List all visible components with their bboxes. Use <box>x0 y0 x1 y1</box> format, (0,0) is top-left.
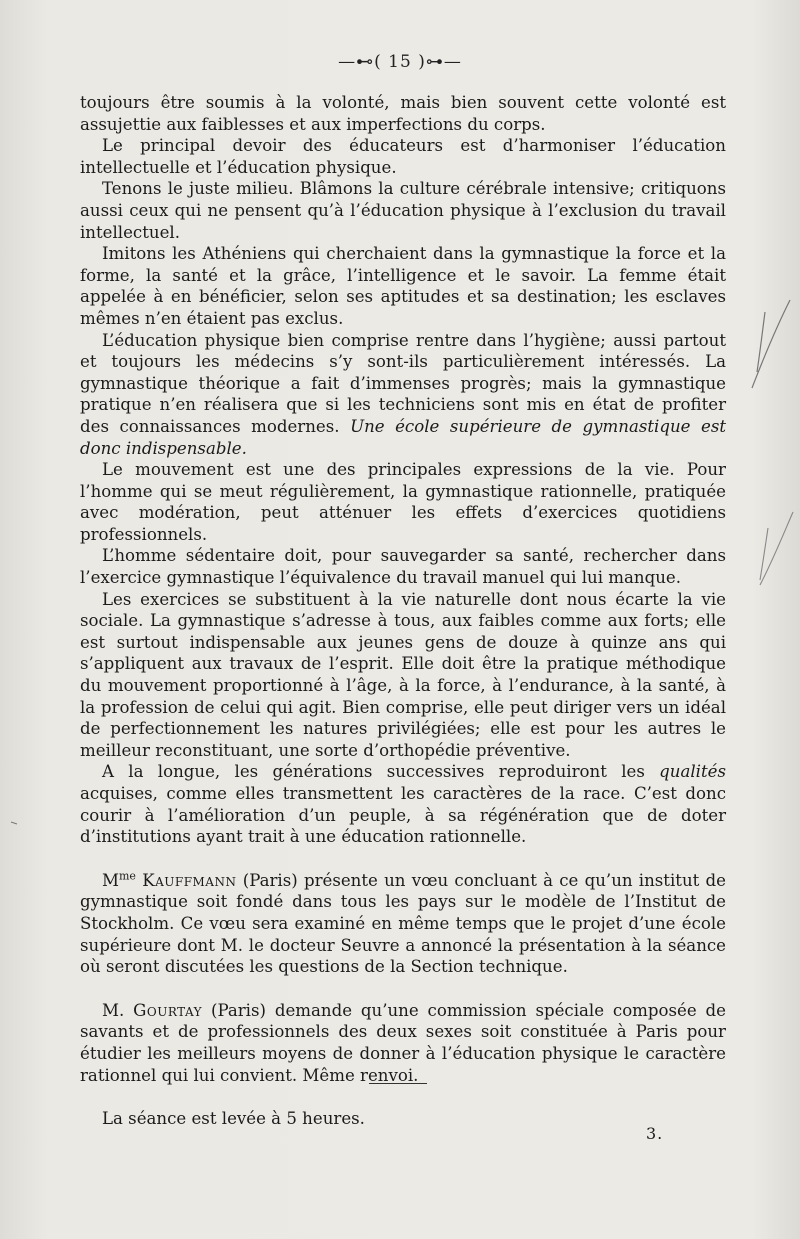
paragraph-9-after: acquises, comme elles transmettent les caractères de la race. C’est donc courir à l’amélioration d’un peuple, à sa régénération que de doter d’institutions ayant trait à une éducation rationnelle. <box>80 784 726 847</box>
paragraph-3: Tenons le juste milieu. Blâmons la culture cérébrale intensive; critiquons aussi ceux qui ne pensent qu’à l’éducation physique à l’exclusion du travail intellectuel. <box>80 179 726 242</box>
kauffmann-name: Kauffmann <box>142 870 237 890</box>
closing-rule <box>369 1083 427 1084</box>
paragraph-9 <box>80 761 726 847</box>
gourtay-title: M. <box>102 1000 134 1020</box>
pencil-mark-2 <box>760 512 793 585</box>
paragraph-9-before: A la longue, les générations successives reproduiront les <box>102 762 660 782</box>
signature-mark: 3. <box>646 1124 664 1143</box>
pencil-mark-1 <box>752 300 790 388</box>
paragraph-2: Le principal devoir des éducateurs est d’harmoniser l’éducation intellectuelle et l’éducation physique. <box>80 136 726 177</box>
paragraph-1: toujours être soumis à la volonté, mais bien souvent cette volonté est assujettie aux faiblesses et aux imperfections du corps. <box>80 93 726 134</box>
paragraph-4: Imitons les Athéniens qui cherchaient dans la gymnastique la force et la forme, la santé et la grâce, l’intelligence et le savoir. La femme était appelée à en bénéficier, selon ses aptitudes et sa destination; les esclaves mêmes n’en étaient pas exclus. <box>80 244 726 328</box>
paragraph-9-italic: qualités <box>659 762 726 782</box>
paragraph-8: Les exercices se substituent à la vie naturelle dont nous écarte la vie sociale. La gymnastique s’adresse à tous, aux faibles comme aux forts; elle est surtout indispensable aux jeunes gens de douze à quinze ans qui s’appliquent aux travaux de l’esprit. Elle doit être la pratique méthodique du mouvement proportionné à l’âge, à la force, à l’endurance, à la santé, à la profession de celui qui agit. Bien comprise, elle peut diriger vers un idéal de perfectionnement les natures privilégiées; elle est pour les autres le meilleur reconstituant, une sorte d’orthopédie préventive. <box>80 589 726 760</box>
motion-gourtay <box>80 1000 726 1086</box>
document-body <box>80 92 726 1130</box>
gourtay-name: Gourtay <box>133 1000 203 1020</box>
gourtay-text: (Paris) demande qu’une commission spéciale composée de savants et de professionnels des deux sexes soit constituée à Paris pour étudier les meilleurs moyens de donner à l’éducation physique le caractère rationnel qui lui convient. Même renvoi. <box>80 1000 726 1085</box>
kauffmann-title-sup: me <box>119 869 136 883</box>
pencil-mark-3 <box>11 822 17 824</box>
paragraph-5-text: L’éducation physique bien comprise rentre dans l’hygiène; aussi partout et toujours les médecins s’y sont-ils particulièrement intéressés. La gymnastique théorique a fait d’immenses progrès; mais la gymnastique pratique n’en réalisera que si les techniciens sont mis en état de profiter des connaissances modernes. <box>80 330 726 436</box>
kauffmann-text: (Paris) présente un vœu concluant à ce qu’un institut de gymnastique soit fondé dans tous les pays sur le modèle de l’Institut de Stockholm. Ce vœu sera examiné en même temps que le projet d’une école supérieure dont M. le docteur Seuvre a annoncé la présentation à la séance où seront discutées les questions de la Section technique. <box>80 870 726 977</box>
paragraph-7: L’homme sédentaire doit, pour sauvegarder sa santé, rechercher dans l’exercice gymnastique l’équivalence du travail manuel qui lui manque. <box>80 546 726 588</box>
motion-kauffmann <box>80 870 726 978</box>
page-number-header: —⊷( 15 )⊶— <box>338 52 462 72</box>
closing-line: La séance est levée à 5 heures. <box>102 1109 365 1129</box>
paragraph-5 <box>80 330 726 460</box>
paragraph-6: Le mouvement est une des principales expressions de la vie. Pour l’homme qui se meut régulièrement, la gymnastique rationnelle, pratiquée avec modération, peut atténuer les effets d’exercices quotidiens professionnels. <box>80 460 726 544</box>
paragraph-5-italic: Une école supérieure de gymnastique est donc indispensable. <box>80 416 727 458</box>
kauffmann-title: M <box>102 870 119 890</box>
